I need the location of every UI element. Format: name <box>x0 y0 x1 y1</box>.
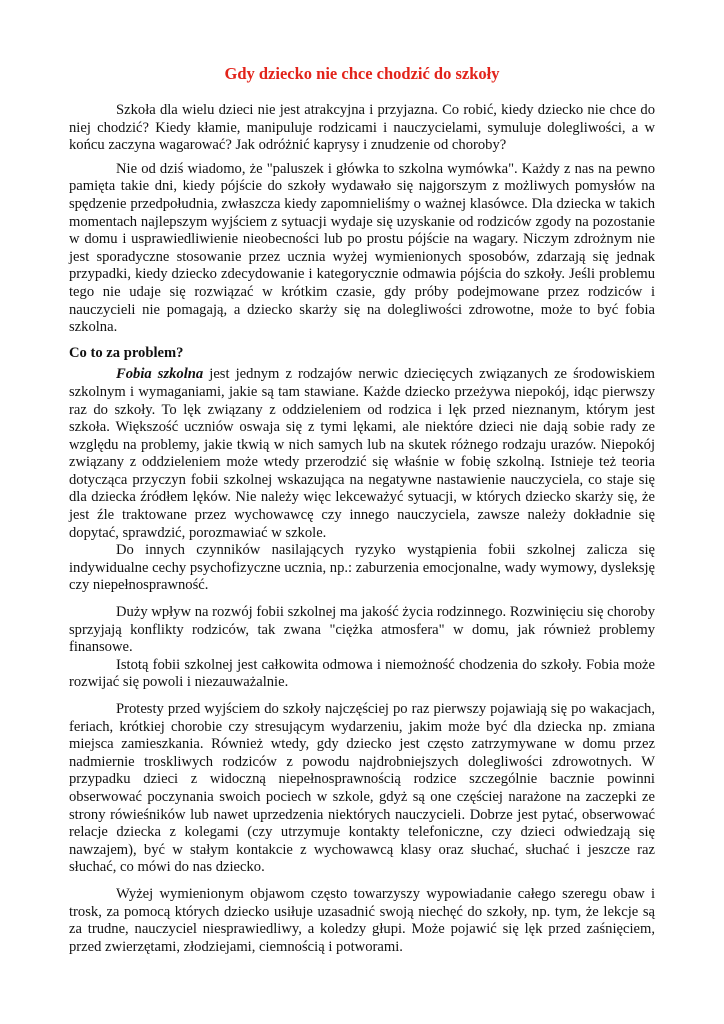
paragraph-6: Protesty przed wyjściem do szkoły najczęściej po raz pierwszy pojawiają się po wakacjach, feriach, krótkiej chorobie czy stresującym wydarzeniu, jakim może być dla dziecka np. zmiana miejsca zamieszkania. Również wtedy, gdy dziecko jest często zatrzymywane w domu przez nadmiernie troskliwych rodziców z powodu najdrobniejszych dolegliwości zdrowotnych. W przypadku dzieci z widoczną niepełnosprawnością rodzice szczególnie bacznie powinni obserwować poczynania swoich pociech w szkole, gdyż są one częściej narażone na zaczepki ze strony rówieśników lub nawet uprzedzenia niektórych nauczycieli. Dobrze jest pytać, obserwować relacje dziecka z kolegami (czy utrzymuje kontakty telefoniczne, czy dzieci odwiedzają się nawzajem), być w stałym kontakcie z wychowawcą klasy oraz słuchać, słuchać i jeszcze raz słuchać, co mówi do nas dziecko. <box>69 701 655 876</box>
section-heading: Co to za problem? <box>69 344 184 361</box>
paragraph-2-text: jest jednym z rodzajów nerwic dziecięcych związanych ze środowiskiem szkolnym i wymaganiami, jakie są tam stawiane. Każde dziecko przeżywa niepokój, idąc pierwszy raz do szkoły. To lęk związany z oddzieleniem od rodzica i lęk przed nieznanym, którym jest szkoła. Większość uczniów oswaja się z tymi lękami, ale niektóre dzieci nie dają sobie rady ze względu na problemy, jakie tkwią w nich samych lub na skutek różnego rodzaju urazów. Niepokój związany z oddzieleniem może wtedy przerodzić się właśnie w fobię szkolną. Istnieje też teoria dotycząca przyczyn fobii szkolnej wskazująca na negatywne nastawienie nauczyciela, co staje się dla dziecka źródłem lęków. Nie należy więc lekceważyć sytuacji, w których dziecko skarży się, że jest źle traktowane przez wychowawcę czy innego nauczyciela, zawsze należy dokładnie się dopytać, sprawdzić, porozmawiać w szkole. <box>69 366 656 541</box>
term-fobia-szkolna: Fobia szkolna <box>116 366 204 383</box>
paragraph-3: Do innych czynników nasilających ryzyko wystąpienia fobii szkolnej zalicza się indywidualne cechy psychofizyczne ucznia, np.: zaburzenia emocjonalne, wady wymowy, dysleksję czy niepełnosprawność. <box>69 542 655 594</box>
paragraph-2 <box>69 366 655 542</box>
paragraph-5: Istotą fobii szkolnej jest całkowita odmowa i niemożność chodzenia do szkoły. Fobia może rozwijać się powoli i niezauważalnie. <box>69 656 655 691</box>
intro-paragraph: Szkoła dla wielu dzieci nie jest atrakcyjna i przyjazna. Co robić, kiedy dziecko nie chce do niej chodzić? Kiedy kłamie, manipuluje rodzicami i nauczycielami, symuluje dolegliwości, a w końcu zaczyna wagarować? Jak odróżnić kaprysy i znudzenie od choroby? <box>69 102 655 154</box>
document-page <box>69 64 655 956</box>
paragraph-4: Duży wpływ na rozwój fobii szkolnej ma jakość życia rodzinnego. Rozwinięciu się choroby sprzyjają konflikty rodziców, tak zwana "ciężka atmosfera" w domu, jak również problemy finansowe. <box>69 604 655 656</box>
page-title: Gdy dziecko nie chce chodzić do szkoły <box>224 64 500 83</box>
paragraph-7: Wyżej wymienionym objawom często towarzyszy wypowiadanie całego szeregu obaw i trosk, za pomocą których dziecko usiłuje uzasadnić swoją niechęć do szkoły, np. tym, że lekcje są za trudne, nauczyciel niesprawiedliwy, a koledzy głupi. Może pojawić się lęk przed zaśnięciem, przed zwierzętami, złodziejami, ciemnością i potworami. <box>69 885 655 955</box>
paragraph-1: Nie od dziś wiadomo, że "paluszek i główka to szkolna wymówka". Każdy z nas na pewno pamięta takie dni, kiedy pójście do szkoły wydawało się najgorszym z możliwych pomysłów na spędzenie przedpołudnia, zwłaszcza kiedy zapomnieliśmy o ważnej klasówce. Dla dziecka w takich momentach najlepszym wyjściem z sytuacji wydaje się uzyskanie od rodziców zgody na pozostanie w domu i usprawiedliwienie nieobecności lub po prostu pójście na wagary. Niczym zdrożnym nie jest sporadyczne stosowanie przez ucznia wyżej wymienionych sposobów, zdarzają się jednak przypadki, kiedy dziecko zdecydowanie i kategorycznie odmawia pójścia do szkoły. Jeśli problemu tego nie udaje się rozwiązać w krótkim czasie, gdy próby podejmowane przez rodziców i nauczycieli nie pomagają, a dziecko skarży się na dolegliwości zdrowotne, może to być fobia szkolna. <box>69 160 655 336</box>
